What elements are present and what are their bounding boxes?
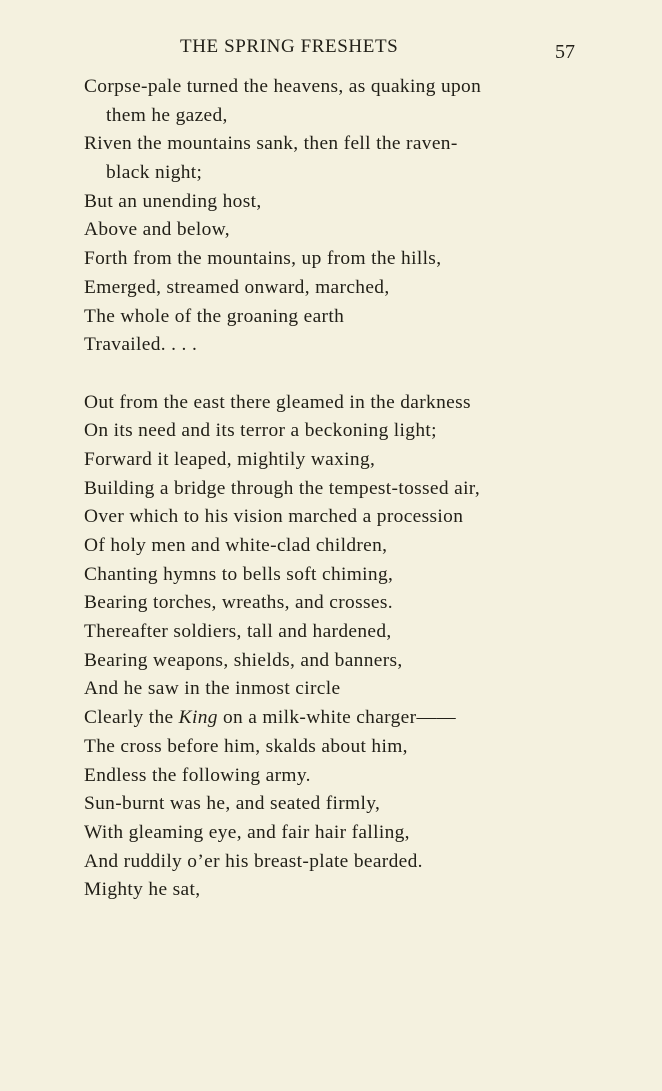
poem-line: Building a bridge through the tempest-tossed air,: [84, 477, 481, 499]
poem-line: Above and below,: [84, 219, 230, 241]
poem-line: With gleaming eye, and fair hair falling,: [84, 821, 410, 843]
poem-line: Travailed. . . .: [84, 334, 198, 356]
poem-line: Thereafter soldiers, tall and hardened,: [84, 621, 392, 643]
poem-line: On its need and its terror a beckoning light;: [84, 420, 437, 442]
poem-line: Bearing torches, wreaths, and crosses.: [84, 592, 393, 614]
poem-line: And he saw in the inmost circle: [84, 678, 341, 700]
king-line-italic: King: [178, 707, 218, 729]
poem-text: [84, 73, 644, 905]
poem-line: Sun-burnt was he, and seated firmly,: [84, 793, 381, 815]
poem-line: Bearing weapons, shields, and banners,: [84, 649, 403, 671]
poem-line: Mighty he sat,: [84, 879, 201, 901]
poem-line: Riven the mountains sank, then fell the raven-: [84, 133, 458, 155]
poem-line: Out from the east there gleamed in the darkness: [84, 391, 471, 413]
poem-line: Chanting hymns to bells soft chiming,: [84, 563, 394, 585]
poem-line: Forth from the mountains, up from the hills,: [84, 248, 442, 270]
page-number: 57: [555, 41, 575, 63]
poem-line: Endless the following army.: [84, 764, 311, 786]
poem-line: The whole of the groaning earth: [84, 305, 345, 327]
king-line-before: Clearly the: [84, 707, 179, 729]
poem-line: Of holy men and white-clad children,: [84, 535, 388, 556]
poem-line: Emerged, streamed onward, marched,: [84, 276, 390, 298]
poem-line: Corpse-pale turned the heavens, as quaking upon: [84, 76, 482, 97]
poem-line-king: [84, 704, 644, 733]
poem-line: But an unending host,: [84, 190, 262, 212]
poem-line: And ruddily o’er his breast-plate bearded.: [84, 850, 423, 872]
stanza-break: [84, 360, 644, 389]
poem-line-continuation: them he gazed,: [106, 104, 228, 126]
king-line-after: on a milk-white charger——: [217, 707, 456, 729]
running-title: THE SPRING FRESHETS: [180, 36, 399, 57]
poem-line: Forward it leaped, mightily waxing,: [84, 448, 376, 470]
poem-line: The cross before him, skalds about him,: [84, 735, 408, 757]
poem-line-continuation: black night;: [106, 162, 203, 184]
poem-line: Over which to his vision marched a procession: [84, 506, 464, 528]
